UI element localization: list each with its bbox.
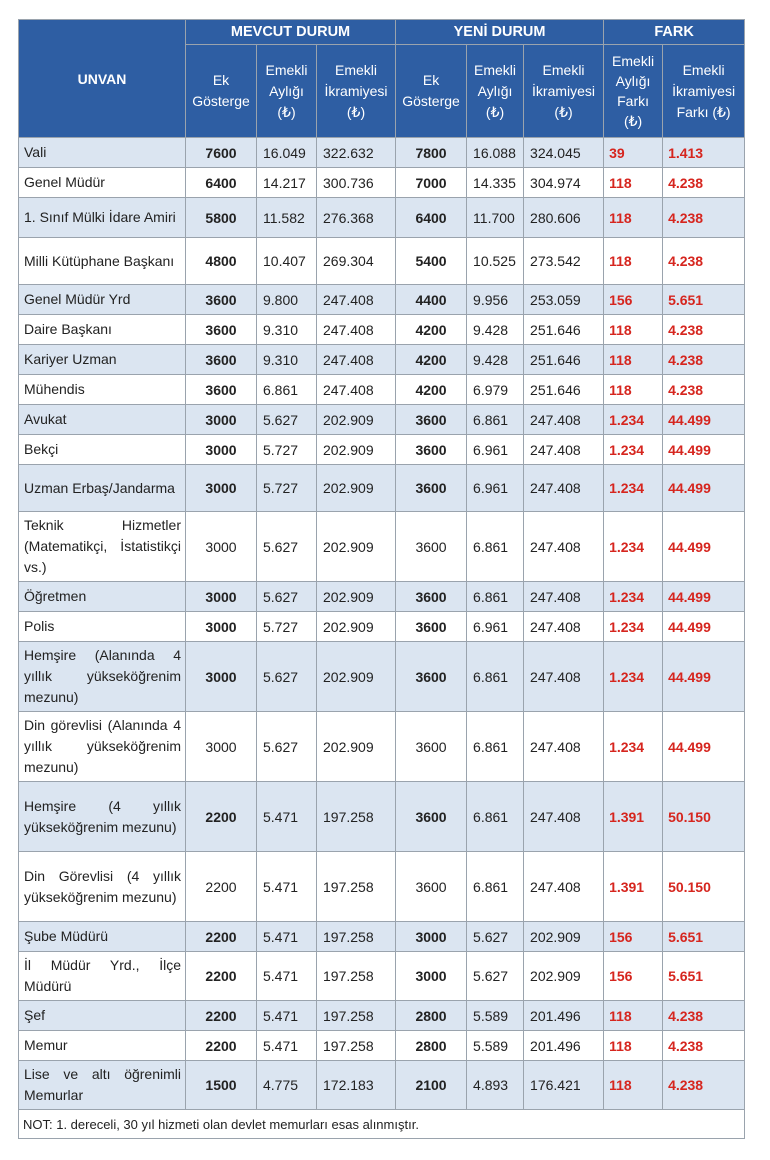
cell-current-ek-gosterge: 3000 bbox=[186, 642, 257, 712]
cell-current-emekli-ikramiyesi: 172.183 bbox=[317, 1061, 396, 1110]
header-current-emekli-ayligi: Emekli Aylığı (₺) bbox=[257, 45, 317, 138]
cell-new-emekli-ikramiyesi: 247.408 bbox=[524, 612, 604, 642]
table-row bbox=[19, 238, 745, 285]
cell-new-ek-gosterge: 2100 bbox=[396, 1061, 467, 1110]
table-row bbox=[19, 198, 745, 238]
cell-title: Lise ve altı öğrenimli Memurlar bbox=[19, 1061, 186, 1110]
cell-new-emekli-ayligi: 9.956 bbox=[467, 285, 524, 315]
cell-diff-ayligi-farki: 156 bbox=[604, 922, 663, 952]
cell-diff-ikramiye-farki: 44.499 bbox=[663, 612, 745, 642]
cell-new-ek-gosterge: 3600 bbox=[396, 512, 467, 582]
cell-new-emekli-ikramiyesi: 247.408 bbox=[524, 712, 604, 782]
cell-diff-ayligi-farki: 1.234 bbox=[604, 582, 663, 612]
cell-current-emekli-ayligi: 5.727 bbox=[257, 612, 317, 642]
cell-new-emekli-ayligi: 5.589 bbox=[467, 1001, 524, 1031]
cell-current-ek-gosterge: 3000 bbox=[186, 465, 257, 512]
cell-title: Genel Müdür Yrd bbox=[19, 285, 186, 315]
cell-current-ek-gosterge: 2200 bbox=[186, 1001, 257, 1031]
cell-new-emekli-ikramiyesi: 247.408 bbox=[524, 435, 604, 465]
cell-current-emekli-ayligi: 6.861 bbox=[257, 375, 317, 405]
cell-current-emekli-ikramiyesi: 202.909 bbox=[317, 712, 396, 782]
cell-current-emekli-ayligi: 11.582 bbox=[257, 198, 317, 238]
cell-diff-ikramiye-farki: 4.238 bbox=[663, 345, 745, 375]
cell-diff-ikramiye-farki: 44.499 bbox=[663, 465, 745, 512]
table-row bbox=[19, 922, 745, 952]
cell-current-emekli-ikramiyesi: 247.408 bbox=[317, 345, 396, 375]
cell-new-emekli-ikramiyesi: 247.408 bbox=[524, 512, 604, 582]
cell-current-emekli-ikramiyesi: 202.909 bbox=[317, 582, 396, 612]
cell-new-emekli-ayligi: 6.861 bbox=[467, 852, 524, 922]
cell-diff-ikramiye-farki: 4.238 bbox=[663, 1061, 745, 1110]
cell-diff-ayligi-farki: 118 bbox=[604, 1061, 663, 1110]
header-group-new: YENİ DURUM bbox=[396, 20, 604, 45]
cell-current-ek-gosterge: 3600 bbox=[186, 375, 257, 405]
cell-new-emekli-ikramiyesi: 247.408 bbox=[524, 782, 604, 852]
header-group-current: MEVCUT DURUM bbox=[186, 20, 396, 45]
cell-new-ek-gosterge: 6400 bbox=[396, 198, 467, 238]
cell-new-ek-gosterge: 5400 bbox=[396, 238, 467, 285]
header-new-ek-gosterge: Ek Gösterge bbox=[396, 45, 467, 138]
cell-current-ek-gosterge: 3000 bbox=[186, 512, 257, 582]
cell-title: İl Müdür Yrd., İlçe Müdürü bbox=[19, 952, 186, 1001]
cell-current-emekli-ikramiyesi: 247.408 bbox=[317, 375, 396, 405]
cell-current-emekli-ayligi: 5.627 bbox=[257, 582, 317, 612]
cell-title: Şube Müdürü bbox=[19, 922, 186, 952]
cell-new-ek-gosterge: 3000 bbox=[396, 922, 467, 952]
table-row bbox=[19, 375, 745, 405]
cell-new-emekli-ikramiyesi: 201.496 bbox=[524, 1031, 604, 1061]
cell-new-emekli-ikramiyesi: 253.059 bbox=[524, 285, 604, 315]
cell-current-emekli-ikramiyesi: 202.909 bbox=[317, 642, 396, 712]
cell-diff-ikramiye-farki: 4.238 bbox=[663, 168, 745, 198]
cell-new-ek-gosterge: 3600 bbox=[396, 582, 467, 612]
table-row bbox=[19, 712, 745, 782]
cell-new-emekli-ayligi: 6.961 bbox=[467, 612, 524, 642]
table-row bbox=[19, 642, 745, 712]
cell-new-ek-gosterge: 2800 bbox=[396, 1001, 467, 1031]
cell-current-ek-gosterge: 7600 bbox=[186, 138, 257, 168]
cell-new-emekli-ayligi: 14.335 bbox=[467, 168, 524, 198]
cell-new-emekli-ikramiyesi: 251.646 bbox=[524, 315, 604, 345]
cell-new-emekli-ayligi: 16.088 bbox=[467, 138, 524, 168]
cell-current-ek-gosterge: 3000 bbox=[186, 405, 257, 435]
table-row bbox=[19, 1061, 745, 1110]
cell-diff-ikramiye-farki: 44.499 bbox=[663, 512, 745, 582]
cell-title: Genel Müdür bbox=[19, 168, 186, 198]
cell-current-emekli-ayligi: 5.471 bbox=[257, 952, 317, 1001]
cell-diff-ikramiye-farki: 4.238 bbox=[663, 198, 745, 238]
cell-current-emekli-ayligi: 14.217 bbox=[257, 168, 317, 198]
cell-diff-ikramiye-farki: 4.238 bbox=[663, 375, 745, 405]
cell-diff-ikramiye-farki: 50.150 bbox=[663, 782, 745, 852]
cell-current-ek-gosterge: 1500 bbox=[186, 1061, 257, 1110]
table-row bbox=[19, 435, 745, 465]
header-group-diff: FARK bbox=[604, 20, 745, 45]
cell-diff-ikramiye-farki: 5.651 bbox=[663, 922, 745, 952]
cell-diff-ayligi-farki: 1.234 bbox=[604, 435, 663, 465]
cell-current-emekli-ayligi: 5.627 bbox=[257, 512, 317, 582]
cell-title: Memur bbox=[19, 1031, 186, 1061]
cell-diff-ayligi-farki: 1.391 bbox=[604, 782, 663, 852]
cell-current-emekli-ayligi: 4.775 bbox=[257, 1061, 317, 1110]
cell-current-ek-gosterge: 2200 bbox=[186, 922, 257, 952]
cell-current-ek-gosterge: 3600 bbox=[186, 285, 257, 315]
cell-new-ek-gosterge: 3600 bbox=[396, 642, 467, 712]
cell-current-emekli-ayligi: 5.471 bbox=[257, 1001, 317, 1031]
header-diff-ikramiye-farki: Emekli İkramiyesi Farkı (₺) bbox=[663, 45, 745, 138]
cell-current-ek-gosterge: 2200 bbox=[186, 1031, 257, 1061]
cell-new-emekli-ikramiyesi: 273.542 bbox=[524, 238, 604, 285]
cell-new-emekli-ikramiyesi: 202.909 bbox=[524, 952, 604, 1001]
cell-new-emekli-ikramiyesi: 280.606 bbox=[524, 198, 604, 238]
cell-current-emekli-ikramiyesi: 202.909 bbox=[317, 612, 396, 642]
cell-title: Din görevlisi (Alanında 4 yıllık yükseköğrenim mezunu) bbox=[19, 712, 186, 782]
cell-diff-ikramiye-farki: 44.499 bbox=[663, 582, 745, 612]
cell-current-ek-gosterge: 2200 bbox=[186, 852, 257, 922]
cell-current-ek-gosterge: 3000 bbox=[186, 435, 257, 465]
cell-new-emekli-ayligi: 11.700 bbox=[467, 198, 524, 238]
cell-new-emekli-ikramiyesi: 304.974 bbox=[524, 168, 604, 198]
cell-current-emekli-ikramiyesi: 197.258 bbox=[317, 782, 396, 852]
table-row bbox=[19, 168, 745, 198]
cell-diff-ayligi-farki: 1.234 bbox=[604, 405, 663, 435]
cell-current-emekli-ikramiyesi: 197.258 bbox=[317, 922, 396, 952]
cell-current-emekli-ayligi: 10.407 bbox=[257, 238, 317, 285]
cell-diff-ayligi-farki: 118 bbox=[604, 168, 663, 198]
cell-diff-ayligi-farki: 118 bbox=[604, 198, 663, 238]
header-current-emekli-ikramiyesi: Emekli İkramiyesi (₺) bbox=[317, 45, 396, 138]
cell-diff-ayligi-farki: 1.234 bbox=[604, 612, 663, 642]
cell-new-emekli-ikramiyesi: 247.408 bbox=[524, 852, 604, 922]
cell-title: Şef bbox=[19, 1001, 186, 1031]
table-row bbox=[19, 952, 745, 1001]
cell-diff-ikramiye-farki: 4.238 bbox=[663, 315, 745, 345]
cell-diff-ayligi-farki: 156 bbox=[604, 285, 663, 315]
cell-current-emekli-ikramiyesi: 300.736 bbox=[317, 168, 396, 198]
cell-title: 1. Sınıf Mülki İdare Amiri bbox=[19, 198, 186, 238]
cell-new-ek-gosterge: 3600 bbox=[396, 465, 467, 512]
cell-current-emekli-ayligi: 9.310 bbox=[257, 315, 317, 345]
cell-new-ek-gosterge: 4200 bbox=[396, 345, 467, 375]
cell-diff-ayligi-farki: 118 bbox=[604, 345, 663, 375]
table-row bbox=[19, 1031, 745, 1061]
cell-diff-ikramiye-farki: 44.499 bbox=[663, 642, 745, 712]
cell-current-emekli-ayligi: 5.471 bbox=[257, 852, 317, 922]
cell-diff-ayligi-farki: 1.234 bbox=[604, 712, 663, 782]
header-new-emekli-ayligi: Emekli Aylığı (₺) bbox=[467, 45, 524, 138]
table-row bbox=[19, 465, 745, 512]
cell-new-ek-gosterge: 4200 bbox=[396, 315, 467, 345]
table-row bbox=[19, 852, 745, 922]
cell-current-ek-gosterge: 2200 bbox=[186, 952, 257, 1001]
cell-new-ek-gosterge: 3600 bbox=[396, 612, 467, 642]
cell-title: Bekçi bbox=[19, 435, 186, 465]
cell-new-ek-gosterge: 3000 bbox=[396, 952, 467, 1001]
cell-current-emekli-ikramiyesi: 197.258 bbox=[317, 852, 396, 922]
cell-new-emekli-ayligi: 6.961 bbox=[467, 435, 524, 465]
table-row bbox=[19, 345, 745, 375]
cell-title: Hemşire (4 yıllık yükseköğrenim mezunu) bbox=[19, 782, 186, 852]
cell-current-emekli-ikramiyesi: 197.258 bbox=[317, 1001, 396, 1031]
header-new-emekli-ikramiyesi: Emekli İkramiyesi (₺) bbox=[524, 45, 604, 138]
cell-title: Kariyer Uzman bbox=[19, 345, 186, 375]
cell-title: Din Görevlisi (4 yıllık yükseköğrenim mezunu) bbox=[19, 852, 186, 922]
cell-current-ek-gosterge: 3000 bbox=[186, 612, 257, 642]
cell-new-ek-gosterge: 3600 bbox=[396, 782, 467, 852]
cell-new-emekli-ayligi: 10.525 bbox=[467, 238, 524, 285]
table-row bbox=[19, 782, 745, 852]
cell-diff-ayligi-farki: 1.234 bbox=[604, 465, 663, 512]
cell-new-emekli-ayligi: 5.627 bbox=[467, 922, 524, 952]
cell-diff-ikramiye-farki: 50.150 bbox=[663, 852, 745, 922]
cell-new-ek-gosterge: 7000 bbox=[396, 168, 467, 198]
cell-diff-ayligi-farki: 118 bbox=[604, 1001, 663, 1031]
table-row bbox=[19, 582, 745, 612]
cell-diff-ayligi-farki: 118 bbox=[604, 238, 663, 285]
cell-current-emekli-ikramiyesi: 202.909 bbox=[317, 465, 396, 512]
cell-current-ek-gosterge: 2200 bbox=[186, 782, 257, 852]
cell-current-emekli-ayligi: 5.727 bbox=[257, 435, 317, 465]
cell-new-emekli-ikramiyesi: 324.045 bbox=[524, 138, 604, 168]
cell-title: Polis bbox=[19, 612, 186, 642]
cell-title: Avukat bbox=[19, 405, 186, 435]
cell-new-emekli-ayligi: 6.861 bbox=[467, 782, 524, 852]
cell-diff-ayligi-farki: 1.391 bbox=[604, 852, 663, 922]
cell-current-emekli-ayligi: 5.627 bbox=[257, 712, 317, 782]
salary-comparison-table bbox=[18, 19, 745, 1139]
table-row bbox=[19, 512, 745, 582]
cell-current-ek-gosterge: 3600 bbox=[186, 315, 257, 345]
cell-title: Mühendis bbox=[19, 375, 186, 405]
header-diff-ayligi-farki: Emekli Aylığı Farkı (₺) bbox=[604, 45, 663, 138]
cell-current-emekli-ayligi: 5.471 bbox=[257, 922, 317, 952]
cell-current-ek-gosterge: 3600 bbox=[186, 345, 257, 375]
cell-current-emekli-ayligi: 5.471 bbox=[257, 1031, 317, 1061]
cell-new-ek-gosterge: 7800 bbox=[396, 138, 467, 168]
cell-diff-ayligi-farki: 156 bbox=[604, 952, 663, 1001]
cell-new-emekli-ayligi: 4.893 bbox=[467, 1061, 524, 1110]
cell-new-ek-gosterge: 3600 bbox=[396, 712, 467, 782]
cell-title: Teknik Hizmetler (Matematikçi, İstatistikçi vs.) bbox=[19, 512, 186, 582]
table-row bbox=[19, 285, 745, 315]
cell-new-emekli-ayligi: 5.589 bbox=[467, 1031, 524, 1061]
cell-new-emekli-ikramiyesi: 247.408 bbox=[524, 405, 604, 435]
header-current-ek-gosterge: Ek Gösterge bbox=[186, 45, 257, 138]
cell-current-emekli-ayligi: 5.727 bbox=[257, 465, 317, 512]
cell-new-emekli-ikramiyesi: 251.646 bbox=[524, 375, 604, 405]
cell-new-emekli-ikramiyesi: 202.909 bbox=[524, 922, 604, 952]
cell-current-emekli-ayligi: 5.627 bbox=[257, 642, 317, 712]
cell-new-emekli-ikramiyesi: 176.421 bbox=[524, 1061, 604, 1110]
cell-current-ek-gosterge: 3000 bbox=[186, 582, 257, 612]
cell-diff-ayligi-farki: 118 bbox=[604, 1031, 663, 1061]
cell-current-emekli-ikramiyesi: 202.909 bbox=[317, 405, 396, 435]
cell-new-emekli-ayligi: 6.861 bbox=[467, 642, 524, 712]
cell-title: Hemşire (Alanında 4 yıllık yükseköğrenim mezunu) bbox=[19, 642, 186, 712]
cell-new-ek-gosterge: 4200 bbox=[396, 375, 467, 405]
table-body bbox=[19, 138, 745, 1110]
cell-diff-ikramiye-farki: 5.651 bbox=[663, 285, 745, 315]
cell-current-ek-gosterge: 3000 bbox=[186, 712, 257, 782]
cell-current-emekli-ikramiyesi: 197.258 bbox=[317, 1031, 396, 1061]
cell-diff-ayligi-farki: 1.234 bbox=[604, 512, 663, 582]
cell-diff-ayligi-farki: 118 bbox=[604, 375, 663, 405]
cell-title: Milli Kütüphane Başkanı bbox=[19, 238, 186, 285]
cell-diff-ikramiye-farki: 44.499 bbox=[663, 712, 745, 782]
cell-current-emekli-ayligi: 16.049 bbox=[257, 138, 317, 168]
salary-comparison-table-wrapper bbox=[18, 19, 744, 1139]
cell-title: Uzman Erbaş/Jandarma bbox=[19, 465, 186, 512]
cell-new-ek-gosterge: 3600 bbox=[396, 435, 467, 465]
table-row bbox=[19, 612, 745, 642]
cell-new-emekli-ayligi: 9.428 bbox=[467, 315, 524, 345]
cell-current-emekli-ikramiyesi: 247.408 bbox=[317, 285, 396, 315]
cell-current-emekli-ayligi: 9.310 bbox=[257, 345, 317, 375]
cell-new-emekli-ayligi: 6.961 bbox=[467, 465, 524, 512]
cell-diff-ikramiye-farki: 4.238 bbox=[663, 1001, 745, 1031]
cell-new-emekli-ikramiyesi: 247.408 bbox=[524, 582, 604, 612]
cell-diff-ikramiye-farki: 4.238 bbox=[663, 238, 745, 285]
cell-diff-ikramiye-farki: 5.651 bbox=[663, 952, 745, 1001]
header-unvan: UNVAN bbox=[19, 20, 186, 138]
table-row bbox=[19, 138, 745, 168]
cell-new-emekli-ayligi: 9.428 bbox=[467, 345, 524, 375]
cell-new-emekli-ikramiyesi: 247.408 bbox=[524, 465, 604, 512]
cell-current-emekli-ikramiyesi: 197.258 bbox=[317, 952, 396, 1001]
cell-new-emekli-ayligi: 6.861 bbox=[467, 712, 524, 782]
cell-new-emekli-ayligi: 6.861 bbox=[467, 512, 524, 582]
cell-current-emekli-ikramiyesi: 322.632 bbox=[317, 138, 396, 168]
cell-new-emekli-ayligi: 6.861 bbox=[467, 582, 524, 612]
cell-new-ek-gosterge: 4400 bbox=[396, 285, 467, 315]
cell-title: Öğretmen bbox=[19, 582, 186, 612]
cell-current-emekli-ikramiyesi: 276.368 bbox=[317, 198, 396, 238]
cell-current-ek-gosterge: 4800 bbox=[186, 238, 257, 285]
cell-diff-ayligi-farki: 118 bbox=[604, 315, 663, 345]
cell-new-emekli-ayligi: 6.861 bbox=[467, 405, 524, 435]
cell-title: Daire Başkanı bbox=[19, 315, 186, 345]
cell-diff-ikramiye-farki: 44.499 bbox=[663, 435, 745, 465]
cell-current-ek-gosterge: 6400 bbox=[186, 168, 257, 198]
cell-current-emekli-ikramiyesi: 247.408 bbox=[317, 315, 396, 345]
cell-diff-ikramiye-farki: 4.238 bbox=[663, 1031, 745, 1061]
table-note: NOT: 1. dereceli, 30 yıl hizmeti olan devlet memurları esas alınmıştır. bbox=[19, 1110, 745, 1139]
table-row bbox=[19, 315, 745, 345]
cell-title: Vali bbox=[19, 138, 186, 168]
cell-new-emekli-ikramiyesi: 201.496 bbox=[524, 1001, 604, 1031]
cell-diff-ayligi-farki: 1.234 bbox=[604, 642, 663, 712]
cell-new-emekli-ayligi: 5.627 bbox=[467, 952, 524, 1001]
cell-current-emekli-ikramiyesi: 269.304 bbox=[317, 238, 396, 285]
cell-new-ek-gosterge: 2800 bbox=[396, 1031, 467, 1061]
table-row bbox=[19, 1001, 745, 1031]
cell-new-emekli-ayligi: 6.979 bbox=[467, 375, 524, 405]
cell-diff-ikramiye-farki: 1.413 bbox=[663, 138, 745, 168]
cell-new-ek-gosterge: 3600 bbox=[396, 852, 467, 922]
cell-current-emekli-ikramiyesi: 202.909 bbox=[317, 512, 396, 582]
cell-diff-ikramiye-farki: 44.499 bbox=[663, 405, 745, 435]
cell-new-ek-gosterge: 3600 bbox=[396, 405, 467, 435]
cell-current-emekli-ayligi: 5.627 bbox=[257, 405, 317, 435]
cell-new-emekli-ikramiyesi: 251.646 bbox=[524, 345, 604, 375]
cell-current-emekli-ayligi: 9.800 bbox=[257, 285, 317, 315]
table-row bbox=[19, 405, 745, 435]
cell-current-emekli-ayligi: 5.471 bbox=[257, 782, 317, 852]
cell-new-emekli-ikramiyesi: 247.408 bbox=[524, 642, 604, 712]
cell-current-emekli-ikramiyesi: 202.909 bbox=[317, 435, 396, 465]
cell-diff-ayligi-farki: 39 bbox=[604, 138, 663, 168]
cell-current-ek-gosterge: 5800 bbox=[186, 198, 257, 238]
